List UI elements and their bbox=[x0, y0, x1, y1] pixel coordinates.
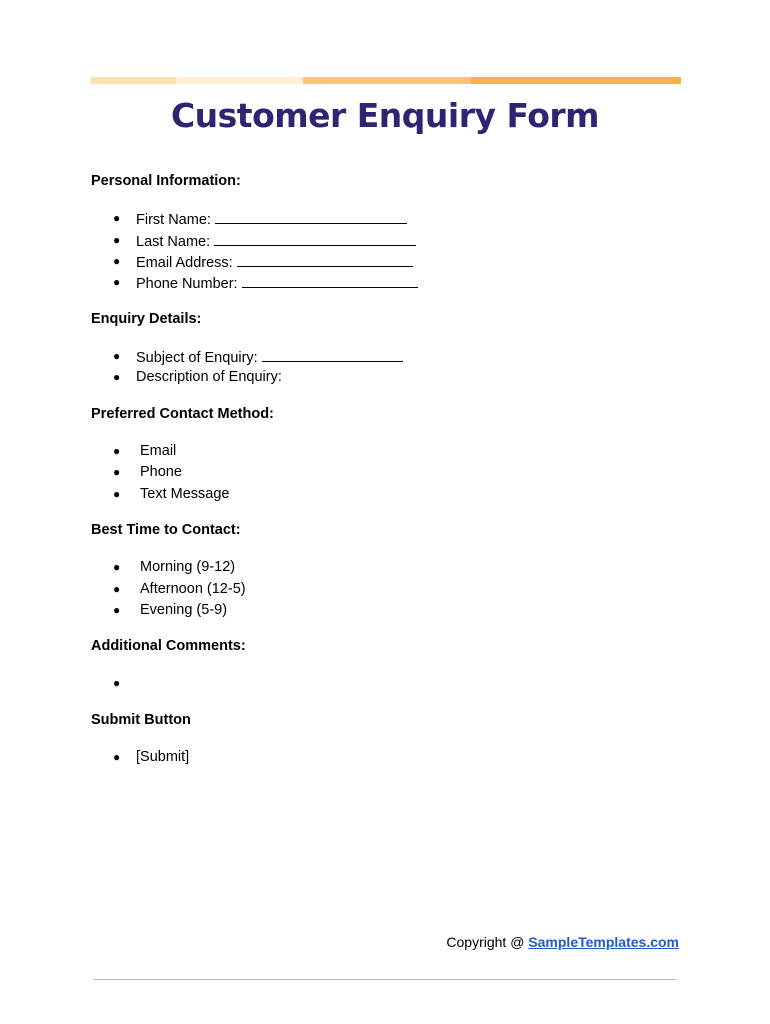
list-item-phone-number bbox=[136, 274, 418, 292]
section-heading-best-time-to-contact: Best Time to Contact: bbox=[91, 522, 241, 538]
list-item-contact-phone bbox=[140, 464, 182, 480]
bullet-icon: ● bbox=[113, 582, 121, 596]
list-item-email-address bbox=[136, 253, 413, 271]
page-title: Customer Enquiry Form bbox=[170, 96, 600, 135]
decorative-top-bar bbox=[91, 77, 681, 84]
section-heading-submit-button: Submit Button bbox=[91, 712, 191, 728]
field-label-first-name: First Name: bbox=[136, 212, 211, 228]
list-item-contact-text-message bbox=[140, 486, 229, 502]
top-bar-segment bbox=[471, 77, 681, 84]
bullet-icon: ● bbox=[113, 349, 121, 363]
bullet-icon: ● bbox=[113, 487, 121, 501]
field-label-phone-number: Phone Number: bbox=[136, 276, 238, 292]
bullet-icon: ● bbox=[113, 370, 121, 384]
bullet-icon: ● bbox=[113, 211, 121, 225]
section-heading-additional-comments: Additional Comments: bbox=[91, 638, 246, 654]
bullet-icon: ● bbox=[113, 275, 121, 289]
option-email[interactable]: Email bbox=[140, 443, 177, 459]
list-item-time-evening bbox=[140, 602, 227, 618]
field-label-last-name: Last Name: bbox=[136, 234, 211, 250]
first-name-field[interactable] bbox=[215, 210, 407, 224]
list-item-first-name bbox=[136, 210, 407, 228]
bullet-icon: ● bbox=[113, 465, 121, 479]
section-heading-personal-information: Personal Information: bbox=[91, 173, 241, 189]
field-label-subject-of-enquiry: Subject of Enquiry: bbox=[136, 350, 258, 366]
field-label-email-address: Email Address: bbox=[136, 255, 233, 271]
bullet-icon: ● bbox=[113, 750, 121, 764]
submit-button[interactable]: [Submit] bbox=[136, 749, 190, 765]
option-morning[interactable]: Morning (9-12) bbox=[140, 559, 236, 575]
footer-divider bbox=[94, 979, 676, 980]
copyright-text: Copyright @ bbox=[446, 934, 525, 950]
bullet-icon: ● bbox=[113, 603, 121, 617]
bullet-icon: ● bbox=[113, 676, 121, 690]
bullet-icon: ● bbox=[113, 560, 121, 574]
list-item-subject-of-enquiry bbox=[136, 348, 403, 366]
bullet-icon: ● bbox=[113, 444, 121, 458]
bullet-icon: ● bbox=[113, 233, 121, 247]
option-text-message[interactable]: Text Message bbox=[140, 486, 230, 502]
bullet-icon: ● bbox=[113, 254, 121, 268]
list-item-contact-email bbox=[140, 443, 176, 459]
footer-link[interactable]: SampleTemplates.com bbox=[528, 934, 679, 950]
list-item-time-morning bbox=[140, 559, 235, 575]
field-label-description-of-enquiry: Description of Enquiry: bbox=[136, 369, 282, 385]
option-phone[interactable]: Phone bbox=[140, 464, 182, 480]
list-item-description-of-enquiry bbox=[136, 369, 282, 385]
list-item-time-afternoon bbox=[140, 581, 246, 597]
footer-copyright bbox=[446, 934, 679, 950]
top-bar-segment bbox=[91, 77, 176, 84]
section-heading-enquiry-details: Enquiry Details: bbox=[91, 311, 202, 327]
option-afternoon[interactable]: Afternoon (12-5) bbox=[140, 581, 246, 597]
subject-of-enquiry-field[interactable] bbox=[262, 348, 403, 362]
last-name-field[interactable] bbox=[214, 232, 416, 246]
email-address-field[interactable] bbox=[237, 253, 413, 267]
phone-number-field[interactable] bbox=[242, 274, 418, 288]
option-evening[interactable]: Evening (5-9) bbox=[140, 602, 228, 618]
top-bar-segment bbox=[303, 77, 471, 84]
top-bar-segment bbox=[176, 77, 303, 84]
section-heading-preferred-contact-method: Preferred Contact Method: bbox=[91, 406, 274, 422]
list-item-last-name bbox=[136, 232, 416, 250]
list-item-submit bbox=[136, 749, 189, 765]
